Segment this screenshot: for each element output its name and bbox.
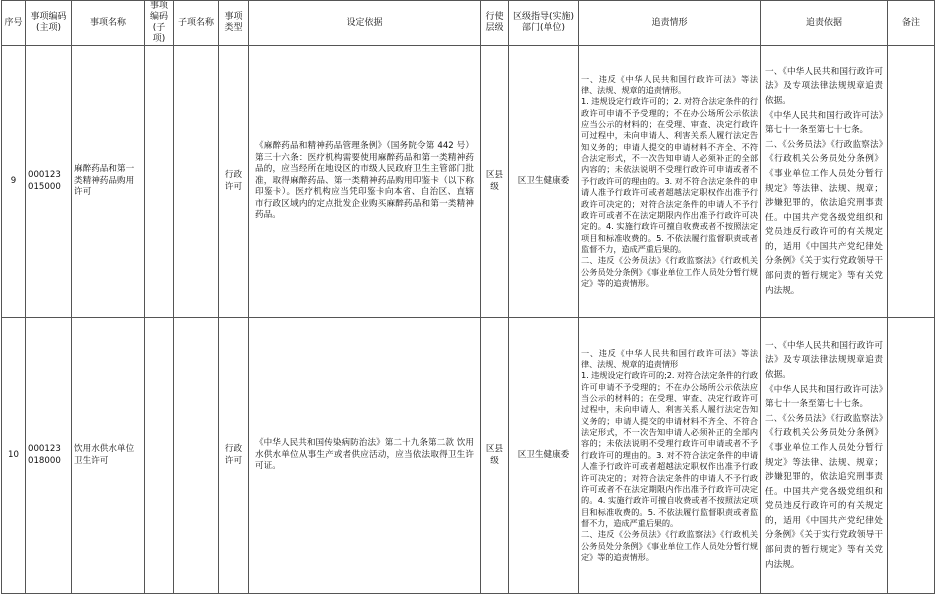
header-item-type: 事项 类型 xyxy=(219,1,249,46)
cell-blame-basis: 一、《中华人民共和国行政许可法》及专项法律法规规章追责依据。 《中华人民共和国行政许可法》第七十一条至第七十七条。 二、《公务员法》《行政监察法》《行政机关公务员处分条例》《事业单位工作人员处分暂行规定》等法律、法规、规章；涉嫌犯罪的，依法追究刑事责任。中国共产党各级党组织和党员违反行政许可的有关规定的，适用《中国共产党纪律处分条例》《关于实行党政领导干部问责的暂行规定》等有关党内法规。 xyxy=(761,46,888,318)
table-row xyxy=(2,318,935,594)
header-basis: 设定依据 xyxy=(249,1,481,46)
cell-seq: 9 xyxy=(2,46,26,318)
cell-item-code: 000123 018000 xyxy=(26,318,72,594)
header-item-code: 事项编码 (主项) xyxy=(26,1,72,46)
header-situation: 追责情形 xyxy=(579,1,761,46)
cell-item-code: 000123 015000 xyxy=(26,46,72,318)
cell-level: 区县 级 xyxy=(481,318,509,594)
header-seq: 序号 xyxy=(2,1,26,46)
cell-blame-basis: 一、《中华人民共和国行政许可法》及专项法律法规规章追责依据。 《中华人民共和国行政许可法》第七十一条至第七十七条。 二、《公务员法》《行政监察法》《行政机关公务员处分条例》《事业单位工作人员处分暂行规定》等法律、法规、规章；涉嫌犯罪的，依法追究刑事责任。中国共产党各级党组织和党员违反行政许可的有关规定的，适用《中国共产党纪律处分条例》《关于实行党政领导干部问责的暂行规定》等有关党内法规。 xyxy=(761,318,888,594)
header-item-name: 事项名称 xyxy=(72,1,145,46)
cell-basis: 《中华人民共和国传染病防治法》第二十九条第二款 饮用水供水单位从事生产或者供应活动，应当依法取得卫生许可证。 xyxy=(249,318,481,594)
cell-situation: 一、违反《中华人民共和国行政许可法》等法律、法规、规章的追责情形 1. 违规设定行政许可的;2. 对符合法定条件的行政许可申请不予受理的；不在办公场所公示依法应当公示的材料的；在受理、审查、决定行政许可过程中，未向申请人、利害关系人履行法定告知义务的；申请人提交的申请材料不齐全、不符合法定形式，不一次告知申请人必须补正的全部内容的；未依法说明不受理行政许可申请或者不予行政许可的理由的。3. 对不符合法定条件的申请人准予行政许可或者超越法定职权作出准予行政许可决定的；对符合法定条件的申请人不予行政许可或者不在法定期限内作出准予行政许可决定的。4. 实施行政许可擅自收费或者不按照法定项目和标准收费的。5. 不依法履行监督职责或者监督不力，造成严重后果的。 二、违反《公务员法》《行政监察法》《行政机关公务员处分条例》《事业单位工作人员处分暂行规定》等的追责情形。 xyxy=(579,318,761,594)
cell-situation: 一、违反《中华人民共和国行政许可法》等法律、法规、规章的追责情形。 1. 违规设定行政许可的；2. 对符合法定条件的行政许可申请不予受理的；不在办公场所公示依法应当公示的材料的；在受理、审查、决定行政许可过程中，未向申请人、利害关系人履行法定告知义务的；申请人提交的申请材料不齐全、不符合法定形式，不一次告知申请人必须补正的全部内容的；未依法说明不受理行政许可申请或者不予行政许可的理由的。3. 对不符合法定条件的申请人准予行政许可或者超越法定职权作出准予行政许可决定的；对符合法定条件的申请人不予行政许可或者不在法定期限内作出准予行政许可决定的。4. 实施行政许可擅自收费或者不按照法定项目和标准收费的。5. 不依法履行监督职责或者监督不力，造成严重后果的。 二、违反《公务员法》《行政监察法》《行政机关公务员处分条例》《事业单位工作人员处分暂行规定》等的追责情形。 xyxy=(579,46,761,318)
cell-remark xyxy=(888,46,935,318)
cell-remark xyxy=(888,318,935,594)
cell-sub-name xyxy=(174,46,219,318)
cell-sub-name xyxy=(174,318,219,594)
header-sub-code: 事项编码 (子项) xyxy=(145,1,174,46)
header-row xyxy=(2,1,935,46)
cell-dept: 区卫生健康委 xyxy=(509,318,579,594)
cell-dept: 区卫生健康委 xyxy=(509,46,579,318)
accountability-table xyxy=(1,0,935,594)
cell-sub-code xyxy=(145,318,174,594)
header-sub-name: 子项名称 xyxy=(174,1,219,46)
cell-sub-code xyxy=(145,46,174,318)
cell-basis: 《麻醉药品和精神药品管理条例》（国务院令第 442 号）第三十六条：医疗机构需要使用麻醉药品和第一类精神药品的，应当经所在地设区的市级人民政府卫生主管部门批准，取得麻醉药品、第一类精神药品购用印鉴卡（以下称印鉴卡）。医疗机构应当凭印鉴卡向本省、自治区、直辖市行政区域内的定点批发企业购买麻醉药品和第一类精神药品。 xyxy=(249,46,481,318)
cell-seq: 10 xyxy=(2,318,26,594)
cell-item-name: 饮用水供水单位卫生许可 xyxy=(72,318,145,594)
cell-item-name: 麻醉药品和第一类精神药品购用许可 xyxy=(72,46,145,318)
cell-item-type: 行政 许可 xyxy=(219,46,249,318)
table-row xyxy=(2,46,935,318)
cell-item-type: 行政 许可 xyxy=(219,318,249,594)
cell-level: 区县 级 xyxy=(481,46,509,318)
header-remark: 备注 xyxy=(888,1,935,46)
header-blame-basis: 追责依据 xyxy=(761,1,888,46)
header-level: 行使 层级 xyxy=(481,1,509,46)
header-dept: 区级指导(实施) 部门(单位) xyxy=(509,1,579,46)
